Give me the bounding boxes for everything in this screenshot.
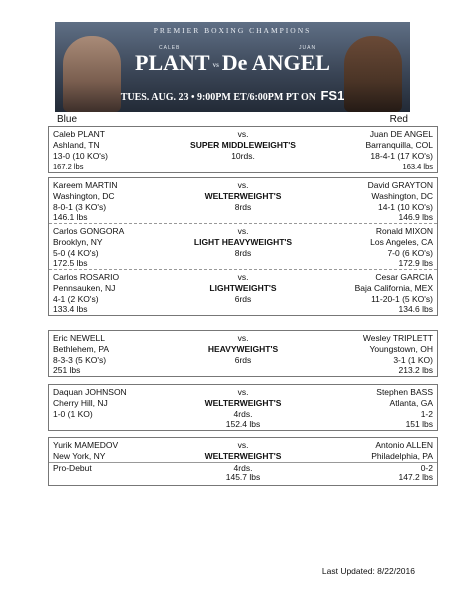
bout-vs: vs. [237,440,249,450]
weight-division: WELTERWEIGHT'S [204,451,282,461]
last-updated: Last Updated: 8/22/2016 [321,566,415,576]
network-logo: FS1 [320,88,345,103]
red-record: 3-1 (1 KO) [393,355,433,365]
red-hometown: Atlanta, GA [389,398,433,408]
headline-names [121,50,344,76]
red-weight: 147.2 lbs [398,472,433,482]
red-record: 18-4-1 (17 KO's) [370,151,433,161]
blue-weight: 152.4 lbs [225,419,261,429]
bout-card [49,178,437,223]
blue-fighter-name: Caleb PLANT [53,129,105,139]
bout-rounds: 10rds. [231,151,255,161]
fighter-left-last-name: PLANT [135,50,210,75]
blue-hometown: Washington, DC [53,191,115,201]
blue-fighter-name: Kareem MARTIN [53,180,118,190]
red-fighter-name: Juan DE ANGEL [369,129,433,139]
bout-rounds: 4rds. [233,463,253,473]
weight-division: LIGHT HEAVYWEIGHT'S [193,237,293,247]
bout-group-1 [48,126,438,173]
red-hometown: Los Angeles, CA [370,237,433,247]
date-time-text: TUES. AUG. 23 • 9:00PM ET/6:00PM PT ON [120,92,316,103]
red-hometown: Barranquilla, COL [365,140,433,150]
red-hometown: Baja California, MEX [354,283,433,293]
bout-vs: vs. [237,387,249,397]
blue-hometown: New York, NY [53,451,106,461]
bout-card [49,438,437,485]
bout-card [49,127,437,172]
blue-weight: 172.5 lbs [53,258,88,268]
bout-vs: vs. [237,333,249,343]
bout-card [49,269,437,315]
red-fighter-name: Stephen BASS [376,387,433,397]
blue-record: 1-0 (1 KO) [53,409,93,419]
blue-hometown: Pennsauken, NJ [53,283,116,293]
blue-hometown: Bethlehem, PA [53,344,110,354]
blue-fighter-name: Carlos GONGORA [53,226,125,236]
bout-rounds: 8rds [234,248,252,258]
red-hometown: Youngstown, OH [369,344,433,354]
event-banner [55,22,410,112]
red-hometown: Philadelphia, PA [371,451,433,461]
red-hometown: Washington, DC [371,191,433,201]
red-fighter-name: Ronald MIXON [375,226,433,236]
red-weight: 151 lbs [405,419,433,429]
blue-weight: 167.2 lbs [53,162,84,171]
bout-vs: vs. [237,129,249,139]
red-record: 1-2 [420,409,433,419]
bout-rounds: 6rds [234,294,252,304]
red-weight: 146.9 lbs [398,212,433,222]
red-weight: 213.2 lbs [398,365,433,375]
bout-rounds: 4rds. [233,409,253,419]
fighter-left-first-name: CALEB [159,45,181,51]
blue-record: 8-0-1 (3 KO's) [53,202,107,212]
red-fighter-name: Cesar GARCIA [375,272,433,282]
red-record: 14-1 (10 KO's) [377,202,433,212]
bout-vs: vs. [237,226,249,236]
blue-weight: 251 lbs [53,365,81,375]
blue-corner-label: Blue [57,114,78,125]
blue-weight: 146.1 lbs [53,212,88,222]
red-record: 11-20-1 (5 KO's) [371,294,433,304]
bout-rounds: 8rds [234,202,252,212]
blue-hometown: Cherry Hill, NJ [53,398,108,408]
weight-division: WELTERWEIGHT'S [204,191,282,201]
bout-card [49,331,437,376]
blue-fighter-name: Daquan JOHNSON [53,387,127,397]
bout-group-5 [48,437,438,486]
blue-record: Pro-Debut [53,463,92,473]
fighter-right-last-name: De ANGEL [221,50,330,75]
red-fighter-name: Antonio ALLEN [375,440,433,450]
blue-fighter-name: Eric NEWELL [53,333,105,343]
bout-vs: vs. [237,272,249,282]
bout-group-3 [48,330,438,377]
bout-group-4 [48,384,438,431]
banner-vs: vs [212,60,219,69]
red-weight: 134.6 lbs [398,304,433,314]
blue-record: 5-0 (4 KO's) [53,248,99,258]
promo-title: PREMIER BOXING CHAMPIONS [153,26,312,35]
blue-hometown: Ashland, TN [53,140,100,150]
red-record: 0-2 [420,463,433,473]
red-fighter-name: David GRAYTON [367,180,433,190]
bout-card [49,223,437,269]
red-weight: 163.4 lbs [402,162,433,171]
blue-hometown: Brooklyn, NY [53,237,103,247]
red-record: 7-0 (6 KO's) [387,248,433,258]
blue-weight: 133.4 lbs [53,304,88,314]
red-corner-label: Red [389,114,408,125]
blue-record: 4-1 (2 KO's) [53,294,99,304]
weight-division: HEAVYWEIGHT'S [207,344,279,354]
blue-record: 13-0 (10 KO's) [53,151,109,161]
bout-rounds: 6rds [234,355,252,365]
blue-record: 8-3-3 (5 KO's) [53,355,107,365]
bout-card [49,385,437,430]
weight-division: WELTERWEIGHT'S [204,398,282,408]
blue-fighter-name: Yurik MAMEDOV [53,440,119,450]
weight-division: SUPER MIDDLEWEIGHT'S [190,140,296,150]
bout-vs: vs. [237,180,249,190]
event-date-time [55,88,410,103]
fighter-right-first-name: JUAN [299,45,317,51]
red-weight: 172.9 lbs [398,258,433,268]
bout-group-2 [48,177,438,316]
red-fighter-name: Wesley TRIPLETT [362,333,433,343]
blue-weight: 145.7 lbs [225,472,261,482]
blue-fighter-name: Carlos ROSARIO [53,272,120,282]
weight-division: LIGHTWEIGHT'S [209,283,277,293]
